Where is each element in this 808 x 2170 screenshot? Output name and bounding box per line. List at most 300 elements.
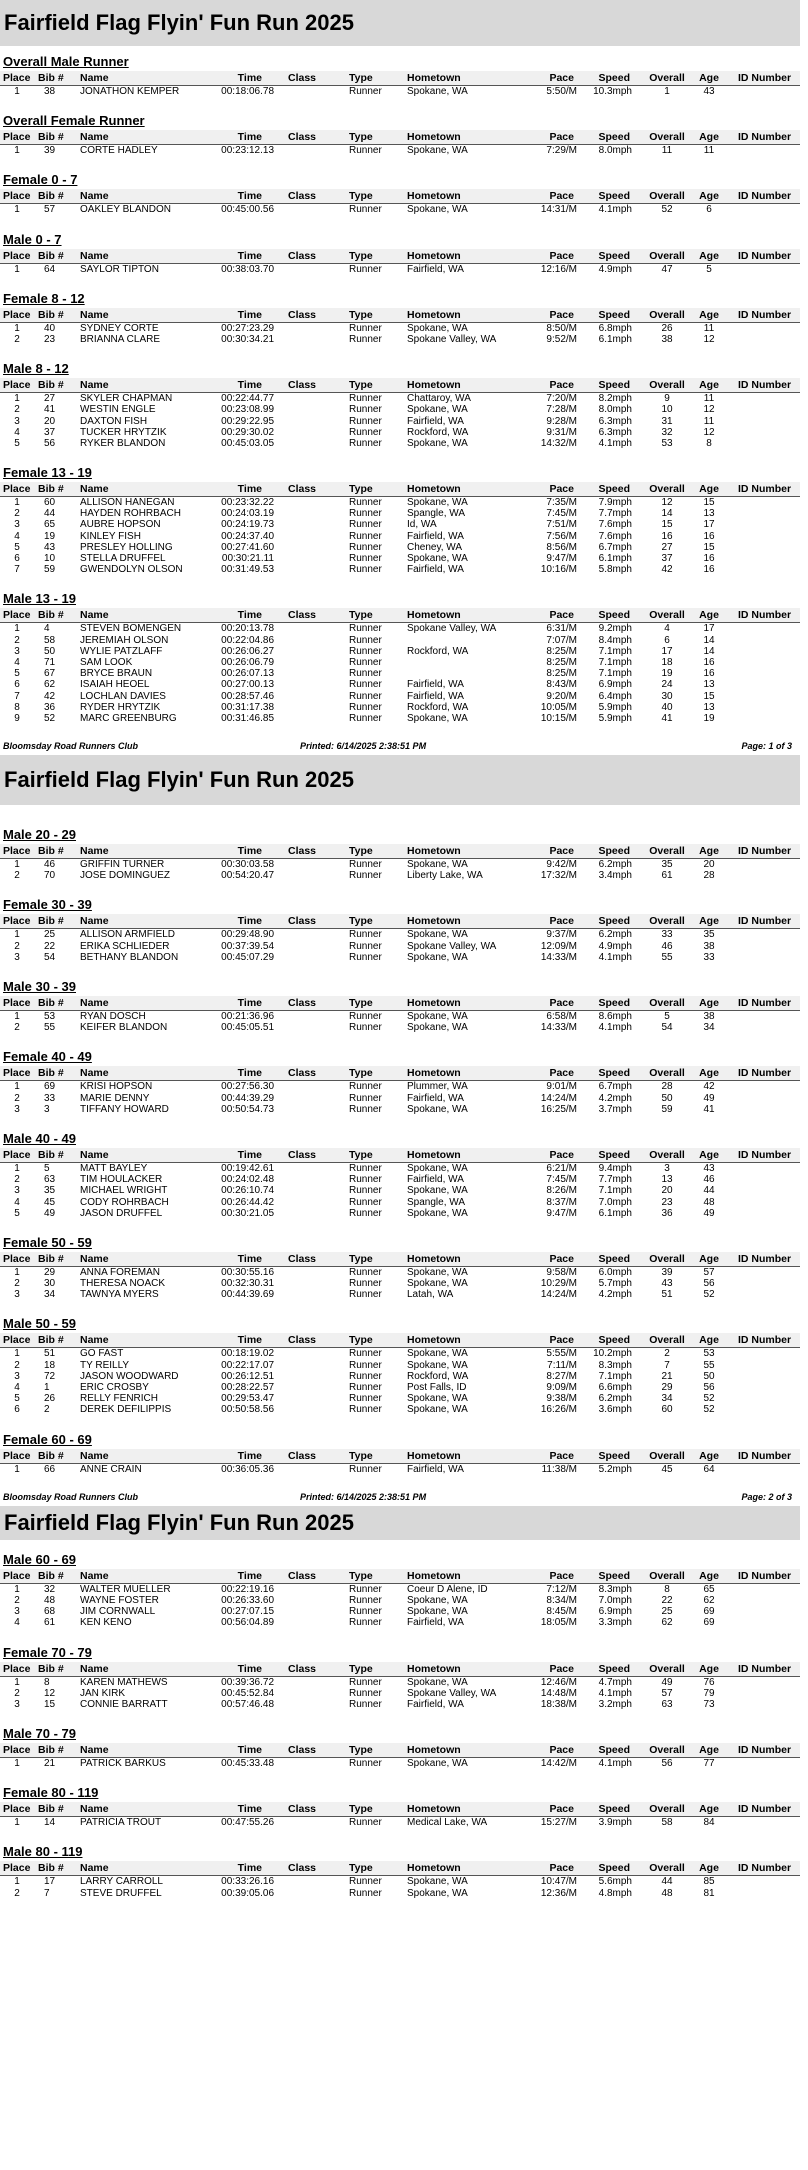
- column-header-class: Class: [288, 997, 317, 1009]
- cell-name: PRESLEY HOLLING: [80, 541, 173, 553]
- cell-place: 1: [14, 263, 20, 275]
- cell-place: 5: [14, 1207, 20, 1219]
- cell-name: GWENDOLYN OLSON: [80, 564, 183, 576]
- cell-speed: 5.9mph: [598, 701, 632, 713]
- cell-place: 4: [14, 530, 20, 542]
- cell-type: Runner: [349, 322, 382, 334]
- cell-bib: 51: [44, 1348, 56, 1360]
- cell-time: 00:21:36.96: [221, 1011, 274, 1022]
- column-header-bib: Bib #: [38, 1334, 64, 1347]
- column-header-type: Type: [349, 1803, 373, 1816]
- cell-hometown: Rockford, WA: [407, 645, 469, 657]
- cell-time: 00:19:42.61: [221, 1162, 274, 1174]
- cell-speed: 4.8mph: [598, 1887, 632, 1899]
- cell-time: 00:29:48.90: [221, 929, 274, 941]
- result-row: [0, 1360, 800, 1371]
- cell-name: MARIE DENNY: [80, 1092, 150, 1104]
- page-footer: [0, 1489, 800, 1506]
- cell-overall: 56: [661, 1758, 673, 1770]
- cell-age: 65: [703, 1583, 715, 1595]
- cell-pace: 8:37/M: [546, 1196, 577, 1208]
- cell-bib: 48: [44, 1594, 56, 1606]
- column-header-time: Time: [237, 483, 262, 496]
- result-row: [0, 1208, 800, 1219]
- cell-overall: 48: [661, 1887, 673, 1899]
- column-header-speed: Speed: [598, 997, 630, 1009]
- cell-pace: 15:27/M: [540, 1817, 577, 1829]
- division-title: Male 30 - 39: [3, 979, 76, 994]
- column-header-age: Age: [699, 1252, 719, 1265]
- cell-name: ALLISON HANEGAN: [80, 497, 175, 509]
- cell-overall: 57: [661, 1687, 673, 1699]
- result-row: [0, 1185, 800, 1196]
- cell-type: Runner: [349, 404, 382, 416]
- division-title: Male 80 - 119: [3, 1844, 83, 1860]
- cell-overall: 47: [661, 263, 673, 275]
- result-row: [0, 1404, 800, 1415]
- cell-type: Runner: [349, 1359, 382, 1371]
- cell-pace: 9:38/M: [546, 1393, 577, 1405]
- column-header-hometown: Hometown: [407, 1449, 461, 1462]
- column-header-place: Place: [3, 609, 31, 622]
- cell-bib: 4: [44, 623, 50, 635]
- column-header-type: Type: [349, 190, 373, 203]
- cell-overall: 6: [664, 634, 670, 646]
- cell-type: Runner: [349, 1266, 382, 1278]
- column-header-hometown: Hometown: [407, 997, 461, 1009]
- cell-overall: 30: [661, 690, 673, 702]
- cell-pace: 8:56/M: [546, 541, 577, 553]
- column-header-id-number: ID Number: [738, 190, 792, 203]
- cell-place: 7: [14, 564, 20, 576]
- cell-pace: 10:15/M: [540, 712, 577, 724]
- cell-age: 53: [703, 1348, 715, 1360]
- cell-pace: 8:25/M: [546, 668, 577, 680]
- result-row: [0, 1606, 800, 1617]
- cell-type: Runner: [349, 1876, 382, 1888]
- division-male-13-19: [0, 589, 808, 724]
- column-header-class: Class: [288, 131, 317, 144]
- cell-hometown: Spokane Valley, WA: [407, 623, 497, 635]
- cell-bib: 72: [44, 1370, 56, 1382]
- cell-place: 1: [14, 1583, 20, 1595]
- column-header-speed: Speed: [598, 1744, 630, 1757]
- cell-time: 00:33:26.16: [221, 1876, 274, 1888]
- column-header-place: Place: [3, 915, 31, 928]
- column-header-name: Name: [80, 72, 109, 84]
- cell-age: 69: [703, 1606, 715, 1618]
- column-header-overall: Overall: [649, 997, 685, 1009]
- column-header-pace: Pace: [549, 1862, 574, 1875]
- cell-hometown: Spokane, WA: [407, 1185, 468, 1197]
- cell-speed: 3.6mph: [598, 1404, 632, 1416]
- division-title: Female 0 - 7: [3, 172, 78, 188]
- result-row: [0, 323, 800, 334]
- cell-overall: 21: [661, 1370, 673, 1382]
- column-header-row: [0, 482, 800, 497]
- cell-speed: 6.8mph: [598, 322, 632, 334]
- cell-type: Runner: [349, 1393, 382, 1405]
- cell-bib: 54: [44, 951, 56, 963]
- cell-pace: 16:26/M: [540, 1404, 577, 1416]
- cell-age: 16: [703, 530, 715, 542]
- cell-pace: 12:36/M: [540, 1887, 577, 1899]
- cell-overall: 27: [661, 541, 673, 553]
- cell-age: 12: [703, 404, 715, 416]
- cell-age: 8: [706, 437, 712, 449]
- cell-overall: 37: [661, 553, 673, 564]
- column-header-overall: Overall: [649, 72, 685, 84]
- cell-place: 1: [14, 497, 20, 509]
- cell-speed: 4.2mph: [598, 1289, 632, 1301]
- column-header-time: Time: [237, 1148, 262, 1161]
- column-header-place: Place: [3, 1744, 31, 1757]
- cell-name: TUCKER HRYTZIK: [80, 426, 167, 438]
- cell-name: ANNE CRAIN: [80, 1463, 142, 1475]
- cell-time: 00:26:12.51: [221, 1370, 274, 1382]
- cell-place: 2: [14, 634, 20, 646]
- column-header-class: Class: [288, 845, 317, 858]
- cell-pace: 17:32/M: [540, 870, 577, 882]
- cell-speed: 8.6mph: [598, 1011, 632, 1022]
- column-header-age: Age: [699, 1449, 719, 1462]
- cell-type: Runner: [349, 530, 382, 542]
- cell-name: TAWNYA MYERS: [80, 1289, 159, 1301]
- column-header-row: [0, 1743, 800, 1758]
- cell-time: 00:45:07.29: [221, 951, 274, 963]
- cell-place: 6: [14, 553, 20, 564]
- division-title: Female 40 - 49: [3, 1049, 92, 1065]
- cell-bib: 5: [44, 1162, 50, 1174]
- division-male-8-12: [0, 359, 808, 449]
- cell-place: 2: [14, 404, 20, 416]
- cell-age: 46: [703, 1174, 715, 1186]
- column-header-row: [0, 1148, 800, 1163]
- column-header-place: Place: [3, 190, 31, 203]
- cell-type: Runner: [349, 86, 382, 97]
- column-header-speed: Speed: [598, 190, 630, 203]
- result-row: [0, 1289, 800, 1300]
- column-header-name: Name: [80, 483, 109, 496]
- column-header-bib: Bib #: [38, 1862, 64, 1875]
- cell-hometown: Liberty Lake, WA: [407, 870, 483, 882]
- cell-speed: 6.9mph: [598, 1606, 632, 1618]
- cell-pace: 6:58/M: [546, 1011, 577, 1022]
- cell-name: PATRICIA TROUT: [80, 1817, 162, 1829]
- cell-type: Runner: [349, 1289, 382, 1301]
- cell-place: 2: [14, 940, 20, 952]
- cell-time: 00:31:17.38: [221, 701, 274, 713]
- cell-hometown: Spokane, WA: [407, 322, 468, 334]
- cell-hometown: Spokane, WA: [407, 929, 468, 941]
- cell-place: 5: [14, 668, 20, 680]
- cell-time: 00:27:23.29: [221, 322, 274, 334]
- column-header-name: Name: [80, 1449, 109, 1462]
- column-header-bib: Bib #: [38, 379, 64, 392]
- cell-age: 11: [703, 145, 715, 157]
- cell-name: SKYLER CHAPMAN: [80, 393, 173, 405]
- cell-age: 49: [703, 1207, 715, 1219]
- column-header-class: Class: [288, 1569, 317, 1582]
- cell-speed: 5.9mph: [598, 712, 632, 724]
- cell-time: 00:50:58.56: [221, 1404, 274, 1416]
- cell-name: OAKLEY BLANDON: [80, 204, 171, 216]
- cell-age: 76: [703, 1676, 715, 1688]
- cell-hometown: Spokane, WA: [407, 1359, 468, 1371]
- column-header-bib: Bib #: [38, 915, 64, 928]
- cell-overall: 62: [661, 1617, 673, 1629]
- cell-bib: 43: [44, 541, 56, 553]
- cell-speed: 7.9mph: [598, 497, 632, 509]
- cell-hometown: Spokane, WA: [407, 1606, 468, 1618]
- cell-pace: 7:28/M: [546, 404, 577, 416]
- column-header-id-number: ID Number: [738, 1449, 792, 1462]
- cell-type: Runner: [349, 1370, 382, 1382]
- cell-age: 6: [706, 204, 712, 216]
- result-row: [0, 646, 800, 657]
- column-header-hometown: Hometown: [407, 308, 461, 321]
- cell-speed: 6.1mph: [598, 1207, 632, 1219]
- cell-hometown: Fairfield, WA: [407, 1174, 464, 1186]
- cell-pace: 14:48/M: [540, 1687, 577, 1699]
- cell-type: Runner: [349, 1382, 382, 1393]
- cell-type: Runner: [349, 1011, 382, 1022]
- cell-place: 3: [14, 1698, 20, 1710]
- cell-hometown: Fairfield, WA: [407, 415, 464, 427]
- column-header-speed: Speed: [598, 1067, 630, 1080]
- result-row: [0, 427, 800, 438]
- column-header-type: Type: [349, 1744, 373, 1757]
- result-row: [0, 1758, 800, 1769]
- cell-time: 00:26:44.42: [221, 1196, 274, 1208]
- cell-name: BETHANY BLANDON: [80, 951, 179, 963]
- cell-type: Runner: [349, 929, 382, 941]
- column-header-place: Place: [3, 1334, 31, 1347]
- cell-bib: 32: [44, 1583, 56, 1595]
- cell-type: Runner: [349, 690, 382, 702]
- cell-name: MARC GREENBURG: [80, 712, 177, 724]
- cell-speed: 8.3mph: [598, 1359, 632, 1371]
- cell-hometown: Spokane, WA: [407, 204, 468, 216]
- division-male-70-79: [0, 1724, 808, 1769]
- column-header-speed: Speed: [598, 1862, 630, 1875]
- cell-overall: 15: [661, 519, 673, 531]
- column-header-type: Type: [349, 1148, 373, 1161]
- cell-speed: 9.2mph: [598, 623, 632, 635]
- column-header-id-number: ID Number: [738, 1744, 792, 1757]
- footer-club-name: Bloomsday Road Runners Club: [3, 741, 139, 752]
- cell-time: 00:54:20.47: [221, 870, 274, 882]
- cell-age: 56: [703, 1382, 715, 1393]
- column-header-hometown: Hometown: [407, 131, 461, 144]
- cell-speed: 5.6mph: [598, 1876, 632, 1888]
- result-row: [0, 334, 800, 345]
- division-title: Male 60 - 69: [3, 1551, 76, 1567]
- cell-speed: 7.0mph: [598, 1196, 632, 1208]
- result-row: [0, 531, 800, 542]
- cell-type: Runner: [349, 263, 382, 275]
- column-header-name: Name: [80, 845, 109, 858]
- cell-place: 1: [14, 393, 20, 405]
- result-row: [0, 1595, 800, 1606]
- cell-overall: 25: [661, 1606, 673, 1618]
- cell-overall: 26: [661, 322, 673, 334]
- cell-pace: 10:05/M: [540, 701, 577, 713]
- cell-bib: 44: [44, 508, 56, 520]
- cell-overall: 22: [661, 1594, 673, 1606]
- column-header-speed: Speed: [598, 1662, 630, 1675]
- cell-type: Runner: [349, 437, 382, 449]
- cell-hometown: Spokane, WA: [407, 1676, 468, 1688]
- cell-pace: 9:31/M: [546, 426, 577, 438]
- cell-time: 00:18:19.02: [221, 1348, 274, 1360]
- cell-overall: 18: [661, 656, 673, 668]
- cell-overall: 58: [661, 1817, 673, 1829]
- result-row: [0, 438, 800, 449]
- column-header-name: Name: [80, 1569, 109, 1582]
- cell-age: 50: [703, 1370, 715, 1382]
- cell-age: 73: [703, 1698, 715, 1710]
- cell-pace: 7:11/M: [547, 1359, 577, 1371]
- cell-hometown: Spokane, WA: [407, 497, 468, 509]
- cell-hometown: Spokane, WA: [407, 1022, 468, 1034]
- column-header-class: Class: [288, 1148, 317, 1161]
- cell-speed: 8.4mph: [598, 634, 632, 646]
- cell-hometown: Spokane, WA: [407, 859, 468, 871]
- cell-name: THERESA NOACK: [80, 1278, 166, 1290]
- cell-speed: 10.2mph: [593, 1348, 632, 1360]
- cell-bib: 66: [44, 1463, 56, 1475]
- division-female-60-69: [0, 1430, 808, 1475]
- cell-pace: 8:43/M: [546, 679, 577, 691]
- cell-bib: 46: [44, 859, 56, 871]
- cell-overall: 39: [661, 1266, 673, 1278]
- result-row: [0, 1888, 800, 1899]
- column-header-class: Class: [288, 308, 317, 321]
- cell-time: 00:32:30.31: [221, 1278, 274, 1290]
- column-header-name: Name: [80, 1662, 109, 1675]
- cell-bib: 68: [44, 1606, 56, 1618]
- cell-overall: 32: [661, 426, 673, 438]
- cell-age: 16: [703, 656, 715, 668]
- cell-type: Runner: [349, 1463, 382, 1475]
- cell-speed: 3.2mph: [598, 1698, 632, 1710]
- column-header-speed: Speed: [598, 1148, 630, 1161]
- cell-speed: 7.1mph: [598, 1185, 632, 1197]
- cell-place: 1: [14, 1758, 20, 1770]
- column-header-overall: Overall: [649, 1067, 685, 1080]
- column-header-time: Time: [237, 1744, 262, 1757]
- column-header-row: [0, 1333, 800, 1348]
- cell-overall: 1: [664, 86, 670, 97]
- cell-overall: 7: [664, 1359, 670, 1371]
- cell-pace: 14:33/M: [540, 1022, 577, 1034]
- cell-name: SAYLOR TIPTON: [80, 263, 159, 275]
- column-header-hometown: Hometown: [407, 1148, 461, 1161]
- cell-overall: 3: [664, 1162, 670, 1174]
- column-header-row: [0, 1449, 800, 1464]
- cell-time: 00:45:52.84: [221, 1687, 274, 1699]
- column-header-speed: Speed: [598, 1803, 630, 1816]
- cell-pace: 9:37/M: [546, 929, 577, 941]
- column-header-hometown: Hometown: [407, 379, 461, 392]
- cell-overall: 28: [661, 1081, 673, 1093]
- result-row: [0, 542, 800, 553]
- column-header-hometown: Hometown: [407, 1662, 461, 1675]
- cell-hometown: Spokane Valley, WA: [407, 940, 497, 952]
- cell-pace: 9:52/M: [546, 333, 577, 345]
- column-header-pace: Pace: [549, 997, 574, 1009]
- cell-time: 00:56:04.89: [221, 1617, 274, 1629]
- column-header-overall: Overall: [649, 845, 685, 858]
- cell-name: JIM CORNWALL: [80, 1606, 156, 1618]
- cell-place: 4: [14, 426, 20, 438]
- cell-name: RELLY FENRICH: [80, 1393, 158, 1405]
- cell-name: ALLISON ARMFIELD: [80, 929, 176, 941]
- cell-type: Runner: [349, 1817, 382, 1829]
- cell-pace: 14:42/M: [540, 1758, 577, 1770]
- cell-time: 00:27:07.15: [221, 1606, 274, 1618]
- cell-type: Runner: [349, 1404, 382, 1416]
- cell-place: 1: [14, 204, 20, 216]
- cell-age: 44: [703, 1185, 715, 1197]
- column-header-class: Class: [288, 1334, 317, 1347]
- cell-speed: 4.1mph: [598, 204, 632, 216]
- column-header-id-number: ID Number: [738, 845, 792, 858]
- cell-pace: 8:45/M: [546, 1606, 577, 1618]
- column-header-class: Class: [288, 1449, 317, 1462]
- cell-hometown: Cheney, WA: [407, 541, 463, 553]
- column-header-hometown: Hometown: [407, 249, 461, 262]
- column-header-id-number: ID Number: [738, 1334, 792, 1347]
- division-title: Male 40 - 49: [3, 1130, 76, 1146]
- column-header-age: Age: [699, 379, 719, 392]
- cell-bib: 71: [44, 656, 56, 668]
- column-header-age: Age: [699, 1803, 719, 1816]
- column-header-name: Name: [80, 249, 109, 262]
- cell-age: 17: [703, 519, 715, 531]
- cell-age: 85: [703, 1876, 715, 1888]
- cell-place: 3: [14, 1103, 20, 1115]
- column-header-hometown: Hometown: [407, 190, 461, 203]
- cell-place: 1: [14, 322, 20, 334]
- cell-name: WALTER MUELLER: [80, 1583, 171, 1595]
- column-header-id-number: ID Number: [738, 1662, 792, 1675]
- cell-pace: 8:25/M: [546, 656, 577, 668]
- column-header-time: Time: [237, 1449, 262, 1462]
- cell-overall: 31: [661, 415, 673, 427]
- cell-overall: 11: [661, 145, 673, 157]
- cell-type: Runner: [349, 1887, 382, 1899]
- cell-place: 5: [14, 1393, 20, 1405]
- column-header-type: Type: [349, 308, 373, 321]
- cell-hometown: Plummer, WA: [407, 1081, 468, 1093]
- column-header-overall: Overall: [649, 1862, 685, 1875]
- column-header-pace: Pace: [549, 845, 574, 858]
- cell-name: RYAN DOSCH: [80, 1011, 146, 1022]
- column-header-speed: Speed: [598, 483, 630, 496]
- cell-speed: 7.1mph: [598, 668, 632, 680]
- column-header-hometown: Hometown: [407, 1334, 461, 1347]
- cell-overall: 53: [661, 437, 673, 449]
- column-header-name: Name: [80, 915, 109, 928]
- cell-age: 13: [703, 701, 715, 713]
- cell-type: Runner: [349, 1758, 382, 1770]
- footer-printed-date: Printed: 6/14/2025 2:38:51 PM: [300, 1491, 427, 1502]
- cell-age: 69: [703, 1617, 715, 1629]
- column-header-age: Age: [699, 483, 719, 496]
- division-title: Male 70 - 79: [3, 1726, 76, 1742]
